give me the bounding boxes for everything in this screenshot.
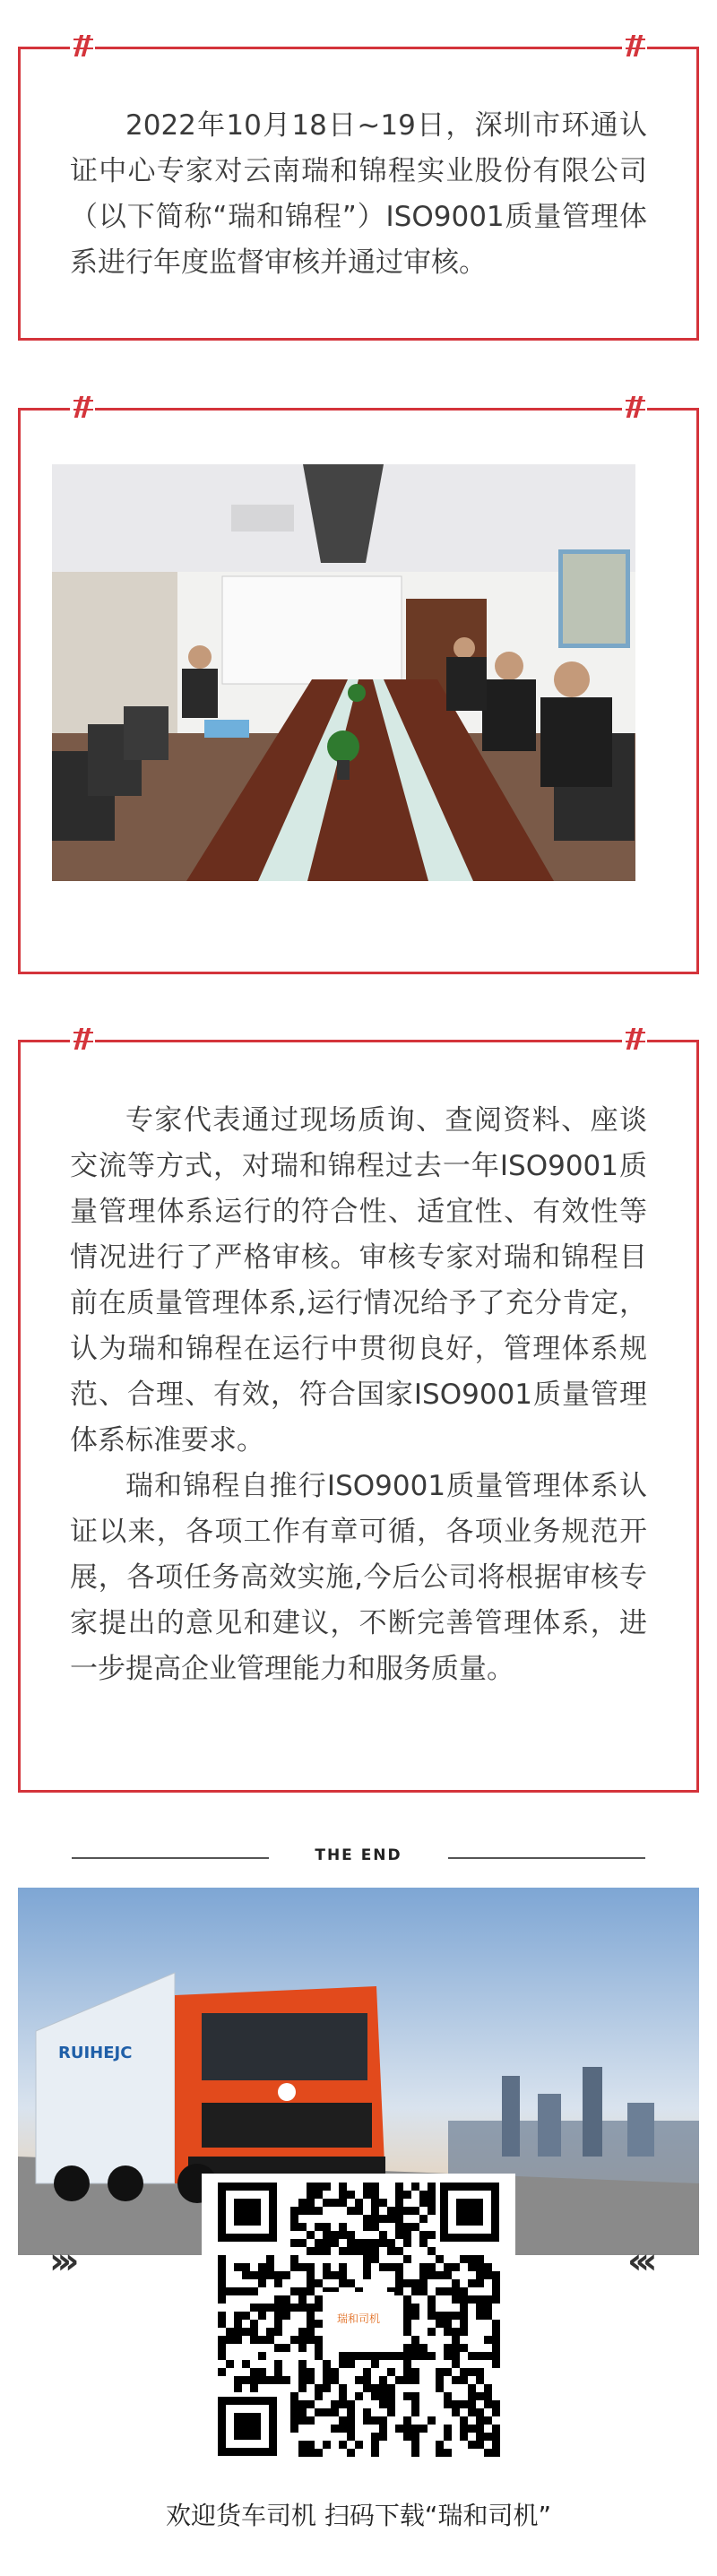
qr-code-graphic bbox=[202, 2174, 515, 2465]
body-text bbox=[70, 1098, 647, 1692]
qr-center-label: 瑞和司机 bbox=[336, 2312, 381, 2325]
quote-mark-icon bbox=[622, 391, 647, 421]
quote-mark-icon bbox=[70, 391, 95, 421]
divider-line bbox=[448, 1857, 645, 1859]
quote-mark-icon bbox=[70, 1023, 95, 1053]
quote-mark-icon bbox=[70, 30, 95, 60]
quote-mark-icon bbox=[622, 30, 647, 60]
chevrons-left-icon: ‹‹‹ bbox=[627, 2241, 651, 2282]
intro-card bbox=[18, 47, 699, 341]
intro-text bbox=[70, 103, 647, 286]
download-prompt: 欢迎货车司机 扫码下载“瑞和司机” bbox=[166, 2501, 551, 2530]
body-paragraph-1: 专家代表通过现场质询、查阅资料、座谈交流等方式，对瑞和锦程过去一年ISO9001质量管理体系运行的符合性、适宜性、有效性等情况进行了严格审核。审核专家对瑞和锦程目前在质量管理体系,运行情况给予了充分肯定，认为瑞和锦程在运行中贯彻良好，管理体系规范、合理、有效，符合国家ISO9001质量管理体系标准要求。 bbox=[70, 1104, 647, 1457]
truck-brand-text: RUIHEJC bbox=[58, 2044, 133, 2062]
end-divider bbox=[0, 1845, 717, 1871]
body-paragraph-2: 瑞和锦程自推行ISO9001质量管理体系认证以来，各项工作有章可循，各项业务规范开展，各项任务高效实施,今后公司将根据审核专家提出的意见和建议，不断完善管理体系，进一步提高企业管理能力和服务质量。 bbox=[70, 1470, 647, 1685]
intro-paragraph: 2022年10月18日~19日，深圳市环通认证中心专家对云南瑞和锦程实业股份有限公司（以下简称“瑞和锦程”）ISO9001质量管理体系进行年度监督审核并通过审核。 bbox=[70, 109, 647, 279]
chevrons-right-icon: ››› bbox=[49, 2241, 73, 2282]
meeting-photo bbox=[52, 464, 635, 881]
end-label: THE END bbox=[315, 1846, 402, 1864]
divider-line bbox=[72, 1857, 269, 1859]
body-card bbox=[18, 1040, 699, 1793]
quote-mark-icon bbox=[622, 1023, 647, 1053]
qr-code[interactable] bbox=[202, 2174, 515, 2465]
